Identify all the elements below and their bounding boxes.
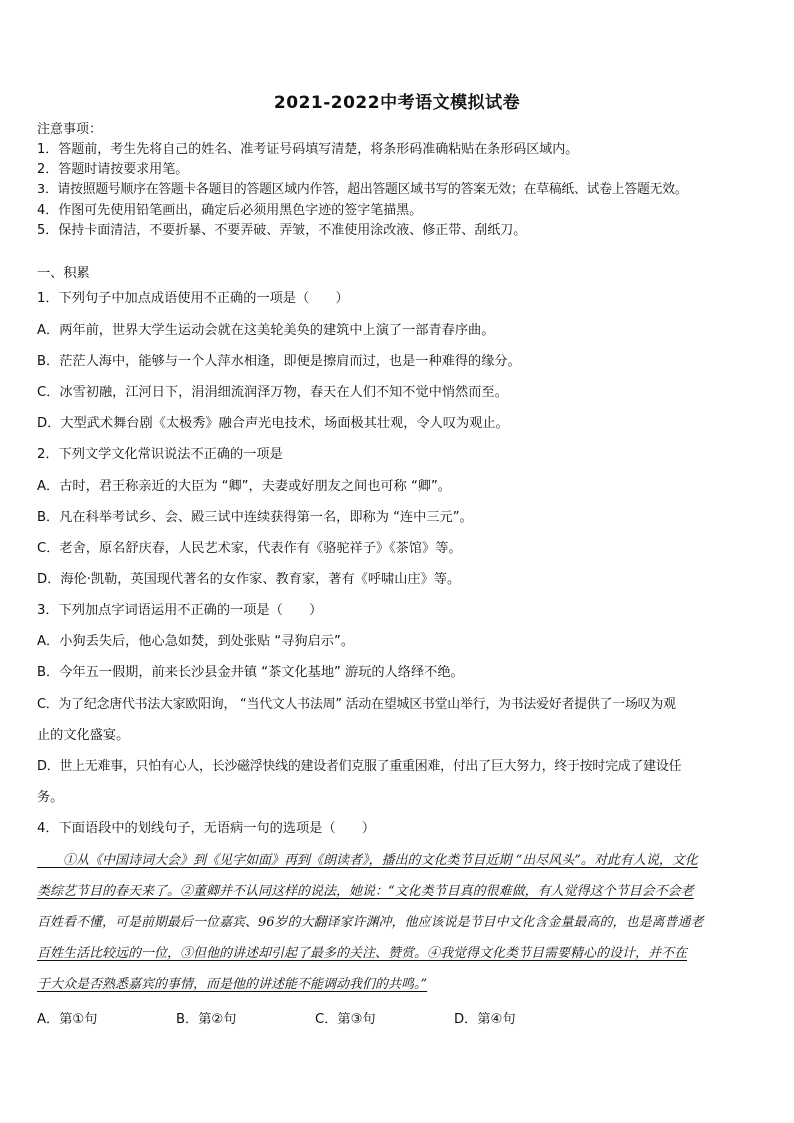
question-1-option-b: B．茫茫人海中，能够与一个人萍水相逢，即便是擦肩而过，也是一种难得的缘分。	[37, 354, 521, 369]
question-4-option-a: A．第①句	[37, 1012, 98, 1027]
question-2-option-a: A．古时，君王称亲近的大臣为 “卿”，夫妻或好朋友之间也可称 “卿”。	[37, 479, 451, 494]
notice-heading: 注意事项：	[37, 122, 103, 137]
notice-item: 4．作图可先使用铅笔画出，确定后必须用黑色字迹的签字笔描黑。	[37, 203, 423, 218]
question-2-option-b: B．凡在科举考试乡、会、殿三试中连续获得第一名，即称为 “连中三元”。	[37, 510, 473, 525]
question-3-option-d: D．世上无难事，只怕有心人，长沙磁浮快线的建设者们克服了重重困难，付出了巨大努力，终于按时完成了建设任	[37, 759, 682, 774]
passage-line: ①从《中国诗词大会》到《见字如面》再到《朗读者》，播出的文化类节目近期 “出尽风头”。对此有人说，文化	[37, 853, 698, 868]
question-3-stem: 3．下列加点字词语运用不正确的一项是（ ）	[37, 603, 323, 618]
question-2-option-d: D．海伦·凯勒，英国现代著名的女作家、教育家，著有《呼啸山庄》等。	[37, 572, 461, 587]
passage-line: 百姓生活比较远的一位，③但他的讲述却引起了最多的关注、赞赏。④我觉得文化类节目需要精心的设计，并不在	[37, 946, 688, 961]
notice-item: 1．答题前，考生先将自己的姓名、准考证号码填写清楚，将条形码准确粘贴在条形码区域内。	[37, 142, 579, 157]
question-1-option-a: A．两年前，世界大学生运动会就在这美轮美奂的建筑中上演了一部青春序曲。	[37, 323, 495, 338]
question-4-stem: 4．下面语段中的划线句子，无语病一句的选项是（ ）	[37, 821, 376, 836]
question-3-option-c-cont: 止的文化盛宴。	[37, 728, 130, 743]
passage-line: 类综艺节目的春天来了。②董卿并不认同这样的说法，她说：“文化类节目真的很难做，有人觉得这个节目会不会老	[37, 884, 694, 899]
question-3-option-b: B．今年五一假期，前来长沙县金井镇 “茶文化基地” 游玩的人络绎不绝。	[37, 665, 464, 680]
question-4-option-d: D．第④句	[454, 1012, 516, 1027]
question-2-option-c: C．老舍，原名舒庆春，人民艺术家，代表作有《骆驼祥子》《茶馆》等。	[37, 541, 462, 556]
question-4-option-b: B．第②句	[176, 1012, 237, 1027]
passage-line: 于大众是否熟悉嘉宾的事情，而是他的讲述能不能调动我们的共鸣。”	[37, 977, 428, 992]
question-4-option-c: C．第③句	[315, 1012, 376, 1027]
notice-item: 2．答题时请按要求用笔。	[37, 162, 189, 177]
section-heading: 一、积累	[37, 266, 90, 281]
question-2-stem: 2．下列文学文化常识说法不正确的一项是	[37, 447, 283, 462]
question-3-option-a: A．小狗丢失后，他心急如焚，到处张贴 “寻狗启示”。	[37, 634, 355, 649]
question-1-stem: 1．下列句子中加点成语使用不正确的一项是（ ）	[37, 291, 349, 306]
passage-line: 百姓看不懂，可是前期最后一位嘉宾、96岁的大翻译家许渊冲，他应该说是节目中文化含金量最高的，也是离普通老	[37, 915, 704, 930]
question-3-option-d-cont: 务。	[37, 790, 64, 805]
question-1-option-c: C．冰雪初融，江河日下，涓涓细流润泽万物，春天在人们不知不觉中悄然而至。	[37, 385, 508, 400]
notice-item: 3．请按照题号顺序在答题卡各题目的答题区域内作答，超出答题区域书写的答案无效；在草稿纸、试卷上答题无效。	[37, 182, 688, 197]
question-3-option-c: C．为了纪念唐代书法大家欧阳询， “当代文人书法周” 活动在望城区书堂山举行，为书法爱好者提供了一场叹为观	[37, 697, 676, 712]
question-1-option-d: D．大型武术舞台剧《太极秀》融合声光电技术，场面极其壮观，令人叹为观止。	[37, 416, 509, 431]
page-title: 2021-2022中考语文模拟试卷	[273, 93, 521, 113]
notice-item: 5．保持卡面清洁，不要折暴、不要弄破、弄皱，不准使用涂改液、修正带、刮纸刀。	[37, 223, 527, 238]
question-4-options	[37, 1008, 593, 1027]
